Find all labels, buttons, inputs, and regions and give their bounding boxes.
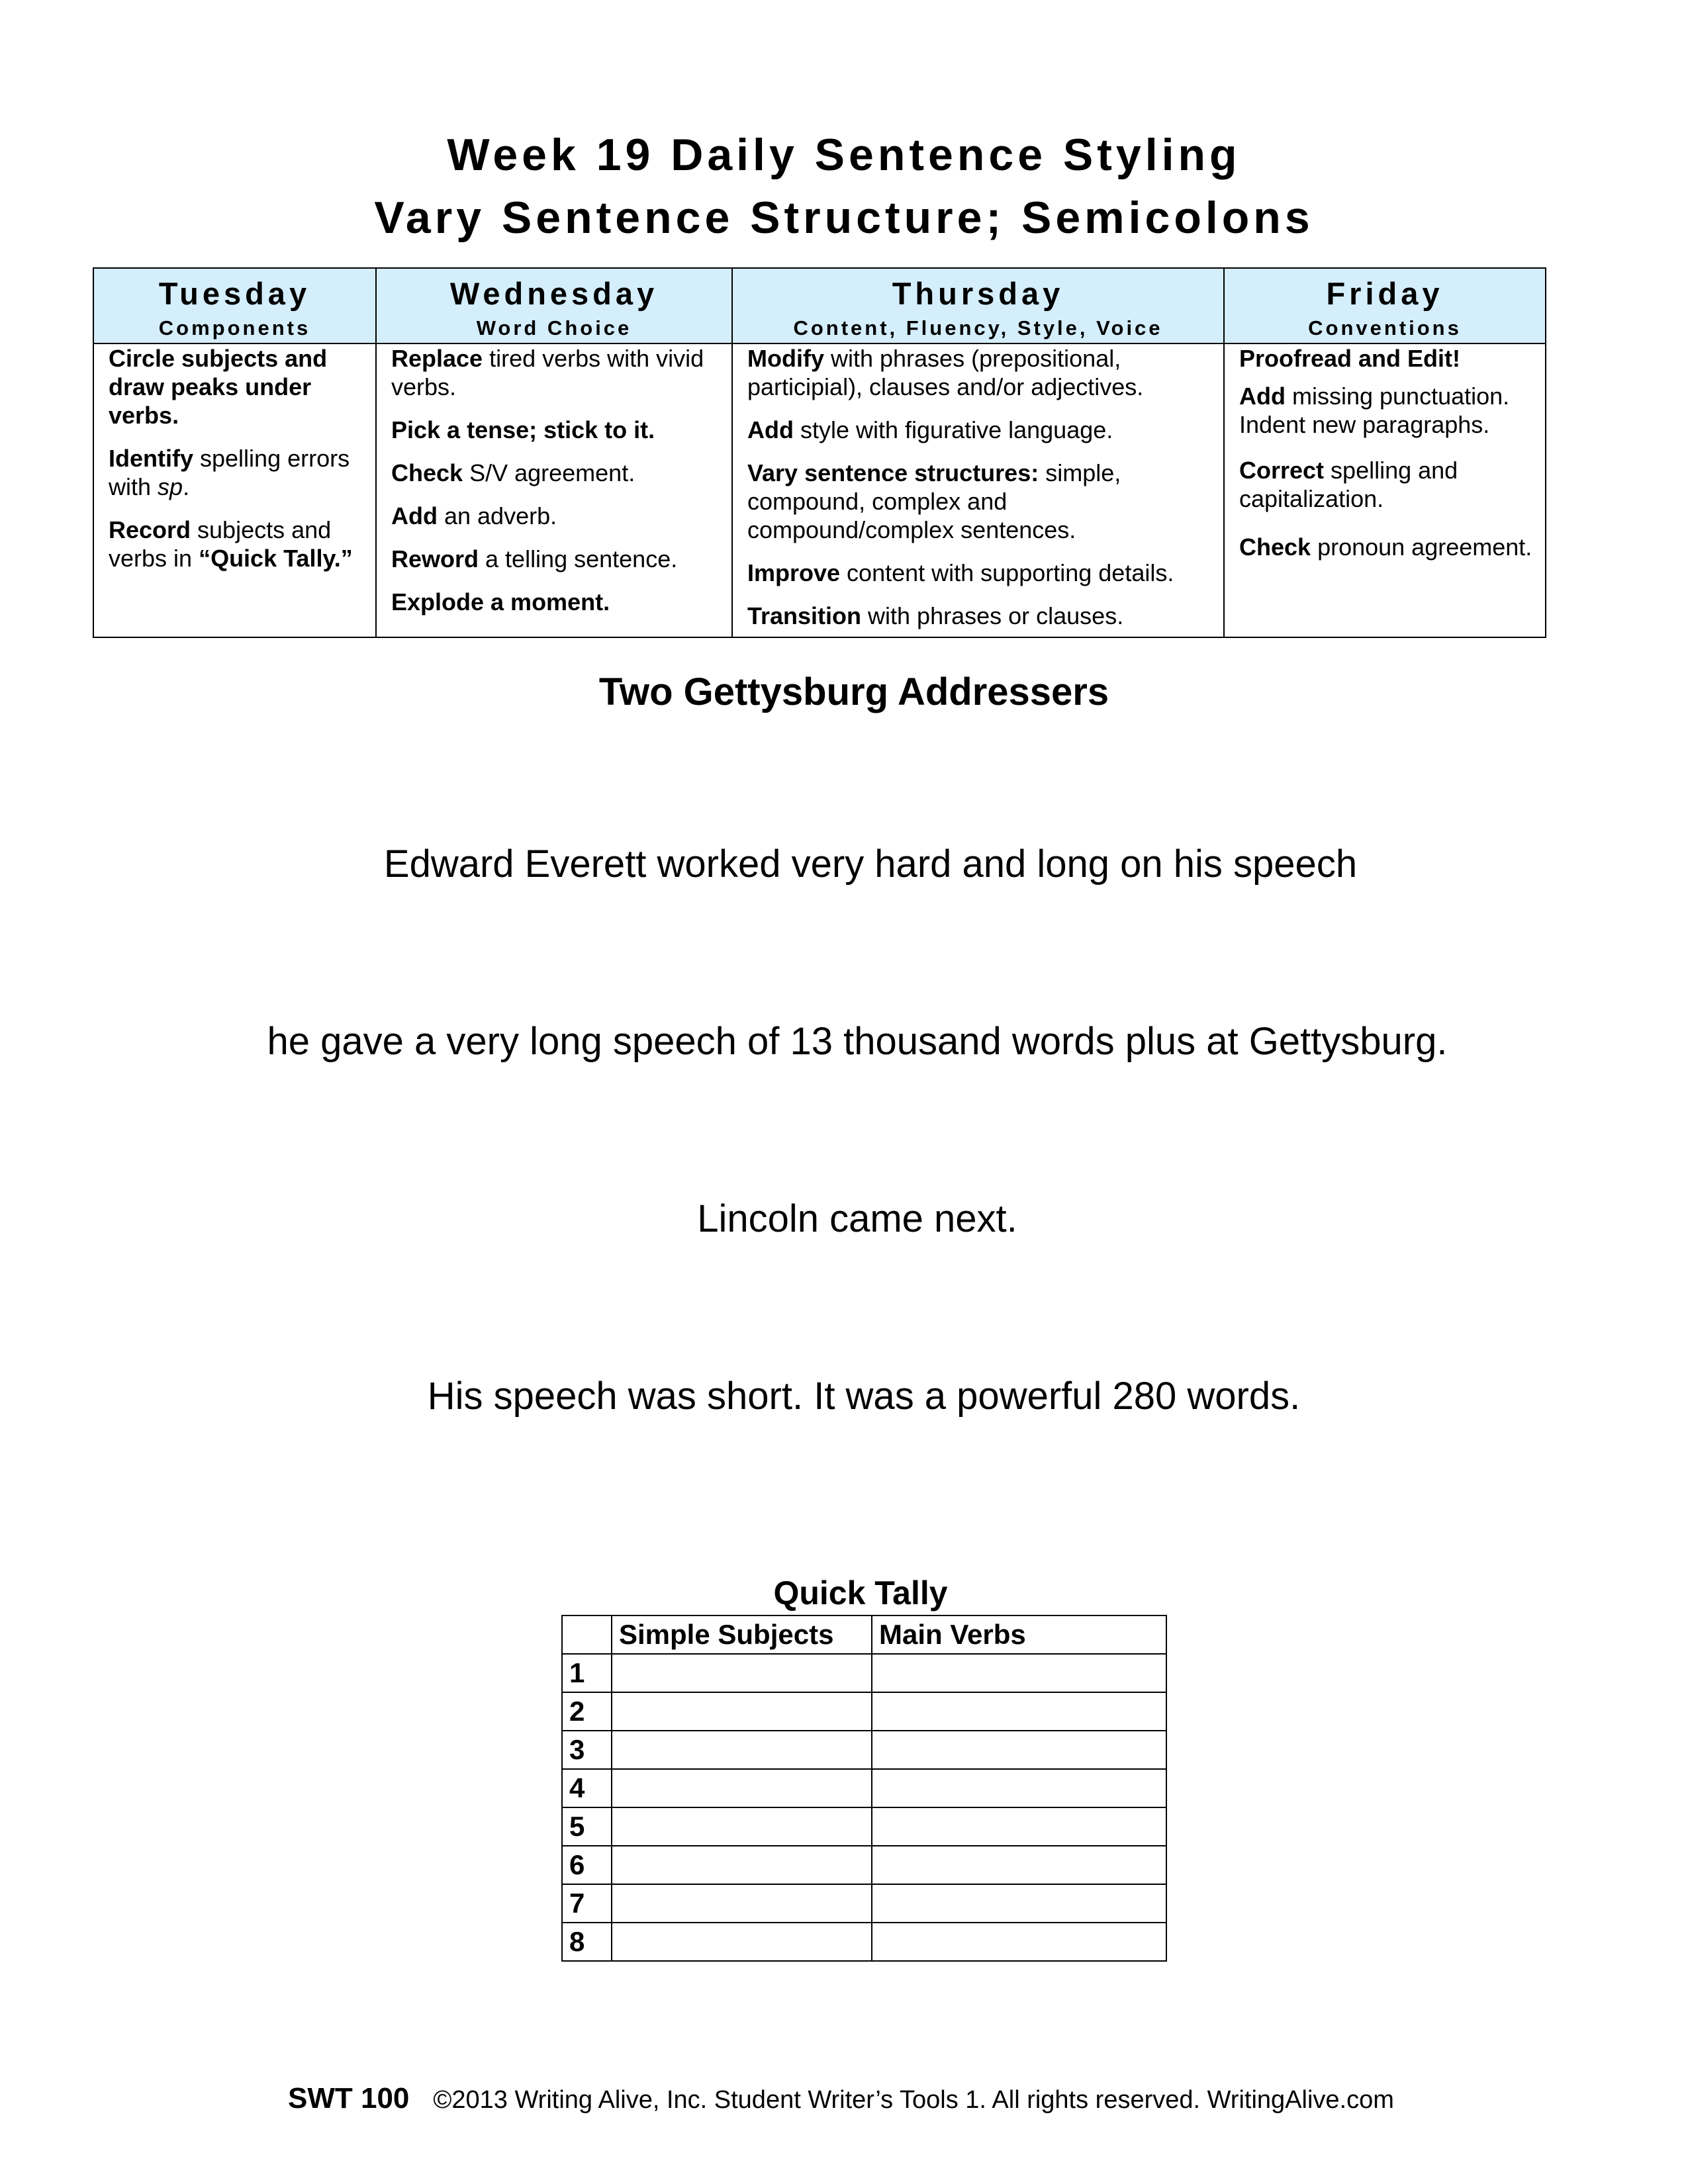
subject-cell[interactable]: [612, 1731, 872, 1769]
task-item: [1239, 344, 1533, 373]
task-keyword: “Quick Tally.”: [199, 545, 353, 572]
task-keyword: Explode a moment.: [391, 588, 610, 615]
tally-number-header: [562, 1615, 612, 1654]
schedule-header-row: [93, 268, 1546, 343]
tally-row: [562, 1654, 1166, 1692]
task-keyword: Modify: [747, 345, 824, 372]
page-title: Week 19 Daily Sentence Styling: [447, 130, 1241, 180]
story-title: Two Gettysburg Addressers: [598, 670, 1109, 713]
row-number: 4: [562, 1769, 612, 1807]
tuesday-tasks: [93, 343, 376, 637]
page-subtitle: Vary Sentence Structure; Semicolons: [374, 193, 1314, 243]
task-text: style with figurative language.: [793, 416, 1113, 443]
subject-cell[interactable]: [612, 1923, 872, 1961]
wednesday-tasks: [376, 343, 732, 637]
sentence-1: Edward Everett worked very hard and long on his speech: [383, 842, 1358, 886]
verb-cell[interactable]: [872, 1923, 1166, 1961]
main-verbs-header: Main Verbs: [872, 1615, 1166, 1654]
task-keyword: Add: [1239, 383, 1286, 410]
task-item: [391, 344, 720, 401]
tally-header-row: [562, 1615, 1166, 1654]
quick-tally-title: Quick Tally: [773, 1574, 948, 1612]
header-tuesday: [93, 268, 376, 343]
row-number: 1: [562, 1654, 612, 1692]
task-item: [391, 502, 720, 530]
schedule-body-row: [93, 343, 1546, 637]
verb-cell[interactable]: [872, 1654, 1166, 1692]
tally-row: [562, 1846, 1166, 1884]
task-item: [109, 516, 363, 572]
task-item: [391, 416, 720, 444]
task-keyword: Check: [391, 459, 463, 486]
day-label: Wednesday: [449, 276, 659, 311]
tally-row: [562, 1692, 1166, 1731]
task-text: tired verbs with vivid verbs.: [391, 345, 704, 400]
subject-cell[interactable]: [612, 1692, 872, 1731]
task-keyword: Reword: [391, 545, 479, 572]
verb-cell[interactable]: [872, 1884, 1166, 1923]
copyright-text: ©2013 Writing Alive, Inc. Student Writer’s Tools 1. All rights reserved. WritingAlive.com: [433, 2086, 1394, 2114]
task-item: [747, 416, 1211, 444]
task-keyword: Check: [1239, 533, 1311, 561]
task-text: subjects and verbs in: [109, 516, 332, 572]
task-text: S/V agreement.: [463, 459, 635, 486]
task-item: [747, 459, 1211, 544]
task-text: spelling errors with: [109, 445, 350, 500]
subject-cell[interactable]: [612, 1807, 872, 1846]
task-text: missing punctuation. Indent new paragraphs.: [1239, 383, 1510, 438]
task-text: an adverb.: [437, 502, 557, 529]
task-item: [391, 545, 720, 573]
friday-tasks: [1224, 343, 1546, 637]
day-focus: Word Choice: [476, 316, 632, 340]
task-keyword: Improve: [747, 559, 841, 586]
verb-cell[interactable]: [872, 1769, 1166, 1807]
task-keyword: Replace: [391, 345, 483, 372]
day-label: Tuesday: [158, 276, 311, 311]
subject-cell[interactable]: [612, 1884, 872, 1923]
row-number: 5: [562, 1807, 612, 1846]
task-keyword: Add: [747, 416, 794, 443]
task-item: [109, 444, 363, 501]
task-text: a telling sentence.: [479, 545, 678, 572]
tally-row: [562, 1923, 1166, 1961]
task-keyword: Vary sentence structures:: [747, 459, 1039, 486]
subject-cell[interactable]: [612, 1846, 872, 1884]
task-item: [747, 559, 1211, 587]
sentence-3: Lincoln came next.: [697, 1197, 1017, 1240]
verb-cell[interactable]: [872, 1692, 1166, 1731]
tally-row: [562, 1807, 1166, 1846]
task-text-italic: sp: [158, 473, 183, 500]
task-keyword: Correct: [1239, 457, 1325, 484]
sentence-4: His speech was short. It was a powerful 280 words.: [427, 1375, 1301, 1418]
row-number: 6: [562, 1846, 612, 1884]
task-keyword: Pick a tense; stick to it.: [391, 416, 655, 443]
row-number: 2: [562, 1692, 612, 1731]
task-keyword: Identify: [109, 445, 194, 472]
task-keyword: Circle subjects and draw peaks under verbs.: [109, 345, 328, 429]
row-number: 3: [562, 1731, 612, 1769]
task-text: pronoun agreement.: [1311, 533, 1532, 561]
task-text: with phrases (prepositional, participial), clauses and/or adjectives.: [747, 345, 1144, 400]
header-friday: [1224, 268, 1546, 343]
task-text: content with supporting details.: [840, 559, 1174, 586]
weekly-schedule-table: [93, 267, 1546, 638]
subject-cell[interactable]: [612, 1769, 872, 1807]
thursday-tasks: [732, 343, 1224, 637]
simple-subjects-header: Simple Subjects: [612, 1615, 872, 1654]
day-focus: Components: [158, 316, 311, 340]
task-item: [109, 344, 363, 430]
task-text: with phrases or clauses.: [861, 602, 1124, 629]
tally-row: [562, 1769, 1166, 1807]
task-text: spelling and capitalization.: [1239, 457, 1458, 512]
tally-row: [562, 1884, 1166, 1923]
day-label: Friday: [1326, 276, 1444, 311]
page-footer: [288, 2082, 1394, 2115]
header-thursday: [732, 268, 1224, 343]
day-focus: Content, Fluency, Style, Voice: [793, 316, 1163, 340]
tally-row: [562, 1731, 1166, 1769]
header-wednesday: [376, 268, 732, 343]
task-item: [1239, 533, 1533, 561]
sentence-2: he gave a very long speech of 13 thousand words plus at Gettysburg.: [267, 1020, 1448, 1063]
row-number: 7: [562, 1884, 612, 1923]
task-keyword: Transition: [747, 602, 862, 629]
day-focus: Conventions: [1308, 316, 1462, 340]
day-label: Thursday: [892, 276, 1064, 311]
quick-tally-table: [561, 1615, 1167, 1962]
task-text: simple, compound, complex and compound/complex sentences.: [747, 459, 1121, 543]
page-code: SWT 100: [288, 2082, 410, 2115]
task-item: [1239, 456, 1533, 513]
task-text: .: [183, 473, 190, 500]
row-number: 8: [562, 1923, 612, 1961]
task-item: [391, 588, 720, 616]
verb-cell[interactable]: [872, 1846, 1166, 1884]
subject-cell[interactable]: [612, 1654, 872, 1692]
task-item: [1239, 382, 1533, 439]
task-keyword: Add: [391, 502, 438, 529]
verb-cell[interactable]: [872, 1731, 1166, 1769]
task-keyword: Proofread and Edit!: [1239, 345, 1461, 372]
task-item: [747, 344, 1211, 401]
task-item: [747, 602, 1211, 630]
task-item: [391, 459, 720, 487]
task-keyword: Record: [109, 516, 191, 543]
verb-cell[interactable]: [872, 1807, 1166, 1846]
